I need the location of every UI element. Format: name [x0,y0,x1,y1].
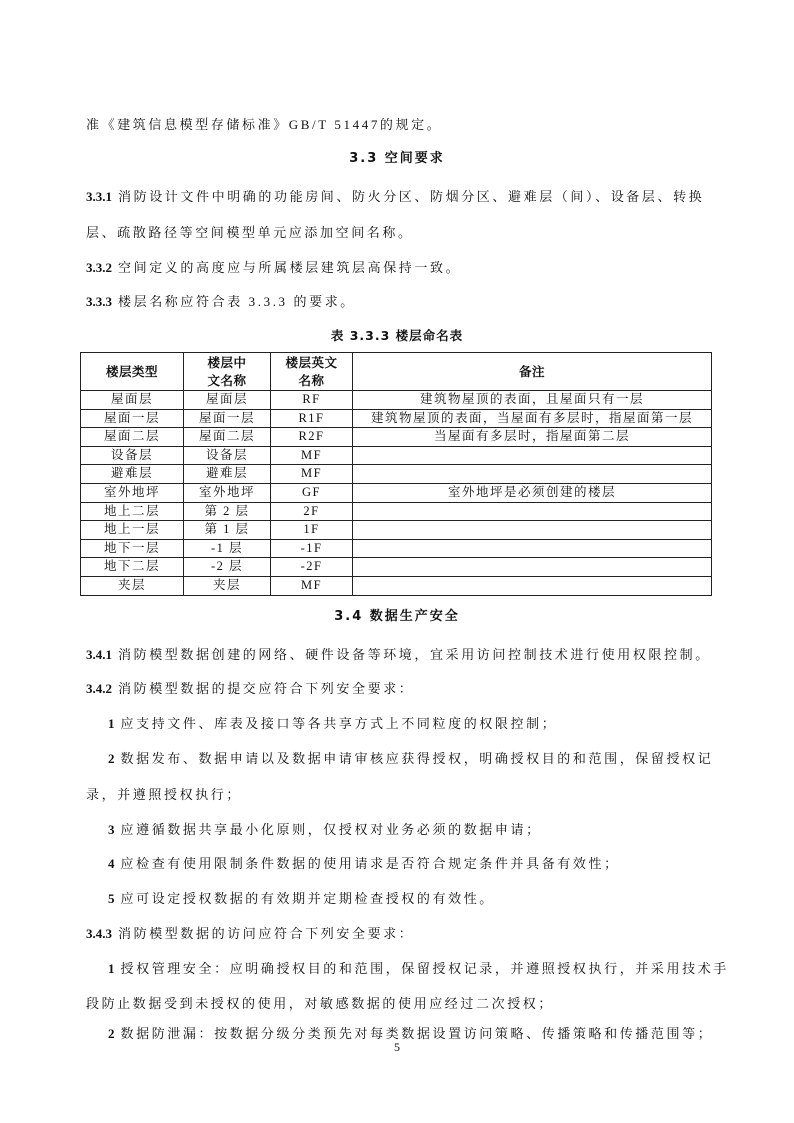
cell-floor-type: 地上一层 [81,521,184,540]
cell-floor-type: 室外地坪 [81,483,184,502]
cell-remarks [353,558,712,577]
item-text: 应遵循数据共享最小化原则，仅授权对业务必须的数据申请； [120,822,542,837]
list-item-4 [108,855,620,873]
header-english-name: 楼层英文名称 [271,353,353,391]
section-heading-3-3: 3.3 空间要求 [349,151,445,166]
cell-chinese-name: 屋面二层 [184,428,271,447]
cell-remarks [353,465,712,484]
clause-number: 3.3.2 [86,260,112,275]
cell-english-name: -1F [271,539,353,558]
cell-chinese-name: -2 层 [184,558,271,577]
table-row [81,521,712,540]
clause-text: 消防设计文件中明确的功能房间、防火分区、防烟分区、避难层（间）、设备层、转换 [118,189,705,204]
item-text: 数据防泄漏：按数据分级分类预先对每类数据设置访问策略、传播策略和传播范围等； [120,1026,714,1041]
cell-remarks [353,521,712,540]
cell-english-name: 2F [271,502,353,521]
cell-floor-type: 地下一层 [81,539,184,558]
paragraph-continuation: 准《建筑信息模型存储标准》GB/T 51447的规定。 [86,117,443,132]
item-number: 1 [108,716,115,731]
clause-text: 消防模型数据的访问应符合下列安全要求： [118,926,415,941]
floor-naming-table [80,352,712,596]
cell-english-name: MF [271,446,353,465]
cell-chinese-name: 第 2 层 [184,502,271,521]
cell-floor-type: 设备层 [81,446,184,465]
clause-number: 3.3.3 [86,294,112,309]
table-row [81,539,712,558]
item-number: 5 [108,891,115,906]
table-row [81,391,712,410]
item-text: 应检查有使用限制条件数据的使用请求是否符合规定条件并具备有效性； [120,856,620,871]
cell-floor-type: 屋面二层 [81,428,184,447]
header-chinese-name: 楼层中文名称 [184,353,271,391]
item-text: 授权管理安全：应明确授权目的和范围，保留授权记录，并遵照授权执行，并采用技术手 [120,961,729,976]
clause-3-4-2 [86,680,414,698]
cell-floor-type: 夹层 [81,576,184,595]
item-text: 应可设定授权数据的有效期并定期检查授权的有效性。 [120,891,495,906]
item-text: 数据发布、数据申请以及数据申请审核应获得授权，明确授权目的和范围，保留授权记 [120,751,714,766]
item-number: 2 [108,1026,115,1041]
table-row [81,483,712,502]
cell-chinese-name: 屋面一层 [184,409,271,428]
cell-chinese-name: 避难层 [184,465,271,484]
clause-3-3-2 [86,259,461,277]
clause-3-4-1 [86,646,711,664]
table-row [81,409,712,428]
cell-chinese-name: -1 层 [184,539,271,558]
cell-floor-type: 屋面层 [81,391,184,410]
cell-english-name: -2F [271,558,353,577]
cell-chinese-name: 屋面层 [184,391,271,410]
list-item-5 [108,890,495,908]
clause-text: 空间定义的高度应与所属楼层建筑层高保持一致。 [118,260,462,275]
cell-floor-type: 屋面一层 [81,409,184,428]
item-number: 2 [108,751,115,766]
page-number: 5 [394,1040,400,1054]
access-item-1-cont: 段防止数据受到未授权的使用，对敏感数据的使用应经过二次授权； [86,996,555,1011]
cell-english-name: R1F [271,409,353,428]
table-row [81,465,712,484]
table-header-row [81,353,712,391]
item-number: 3 [108,822,115,837]
clause-number: 3.4.3 [86,926,112,941]
clause-3-4-3 [86,925,414,943]
cell-english-name: R2F [271,428,353,447]
cell-remarks [353,576,712,595]
item-text: 应支持文件、库表及接口等各共享方式上不同粒度的权限控制； [120,716,558,731]
cell-floor-type: 地下二层 [81,558,184,577]
section-heading-3-4: 3.4 数据生产安全 [334,609,460,624]
access-item-1 [108,960,729,978]
cell-remarks [353,446,712,465]
clause-number: 3.3.1 [86,189,112,204]
cell-english-name: RF [271,391,353,410]
table-row [81,428,712,447]
table-row [81,576,712,595]
table-row [81,502,712,521]
cell-english-name: MF [271,576,353,595]
clause-3-3-1 [86,188,704,206]
header-remarks: 备注 [353,353,712,391]
cell-chinese-name: 第 1 层 [184,521,271,540]
cell-remarks: 建筑物屋顶的表面，当屋面有多层时，指屋面第一层 [353,409,712,428]
table-caption: 表 3.3.3 楼层命名表 [330,328,464,343]
cell-remarks [353,502,712,521]
table-row [81,446,712,465]
cell-english-name: GF [271,483,353,502]
cell-remarks: 当屋面有多层时，指屋面第二层 [353,428,712,447]
list-item-2 [108,750,713,768]
header-floor-type: 楼层类型 [81,353,184,391]
list-item-1 [108,715,557,733]
clause-text: 消防模型数据的提交应符合下列安全要求： [118,681,415,696]
cell-remarks: 室外地坪是必须创建的楼层 [353,483,712,502]
clause-text: 楼层名称应符合表 3.3.3 的要求。 [118,294,356,309]
cell-floor-type: 避难层 [81,465,184,484]
clause-number: 3.4.1 [86,647,112,662]
table-row [81,558,712,577]
list-item-3 [108,821,542,839]
clause-number: 3.4.2 [86,681,112,696]
clause-text: 消防模型数据创建的网络、硬件设备等环境，宜采用访问控制技术进行使用权限控制。 [118,647,711,662]
cell-floor-type: 地上二层 [81,502,184,521]
item-number: 4 [108,856,115,871]
cell-remarks: 建筑物屋顶的表面，且屋面只有一层 [353,391,712,410]
clause-3-3-3 [86,293,356,311]
cell-english-name: MF [271,465,353,484]
list-item-2-cont: 录，并遵照授权执行； [86,787,243,802]
cell-chinese-name: 夹层 [184,576,271,595]
cell-chinese-name: 室外地坪 [184,483,271,502]
cell-english-name: 1F [271,521,353,540]
item-number: 1 [108,961,115,976]
clause-3-3-1-cont: 层、疏散路径等空间模型单元应添加空间名称。 [86,225,414,240]
cell-remarks [353,539,712,558]
cell-chinese-name: 设备层 [184,446,271,465]
